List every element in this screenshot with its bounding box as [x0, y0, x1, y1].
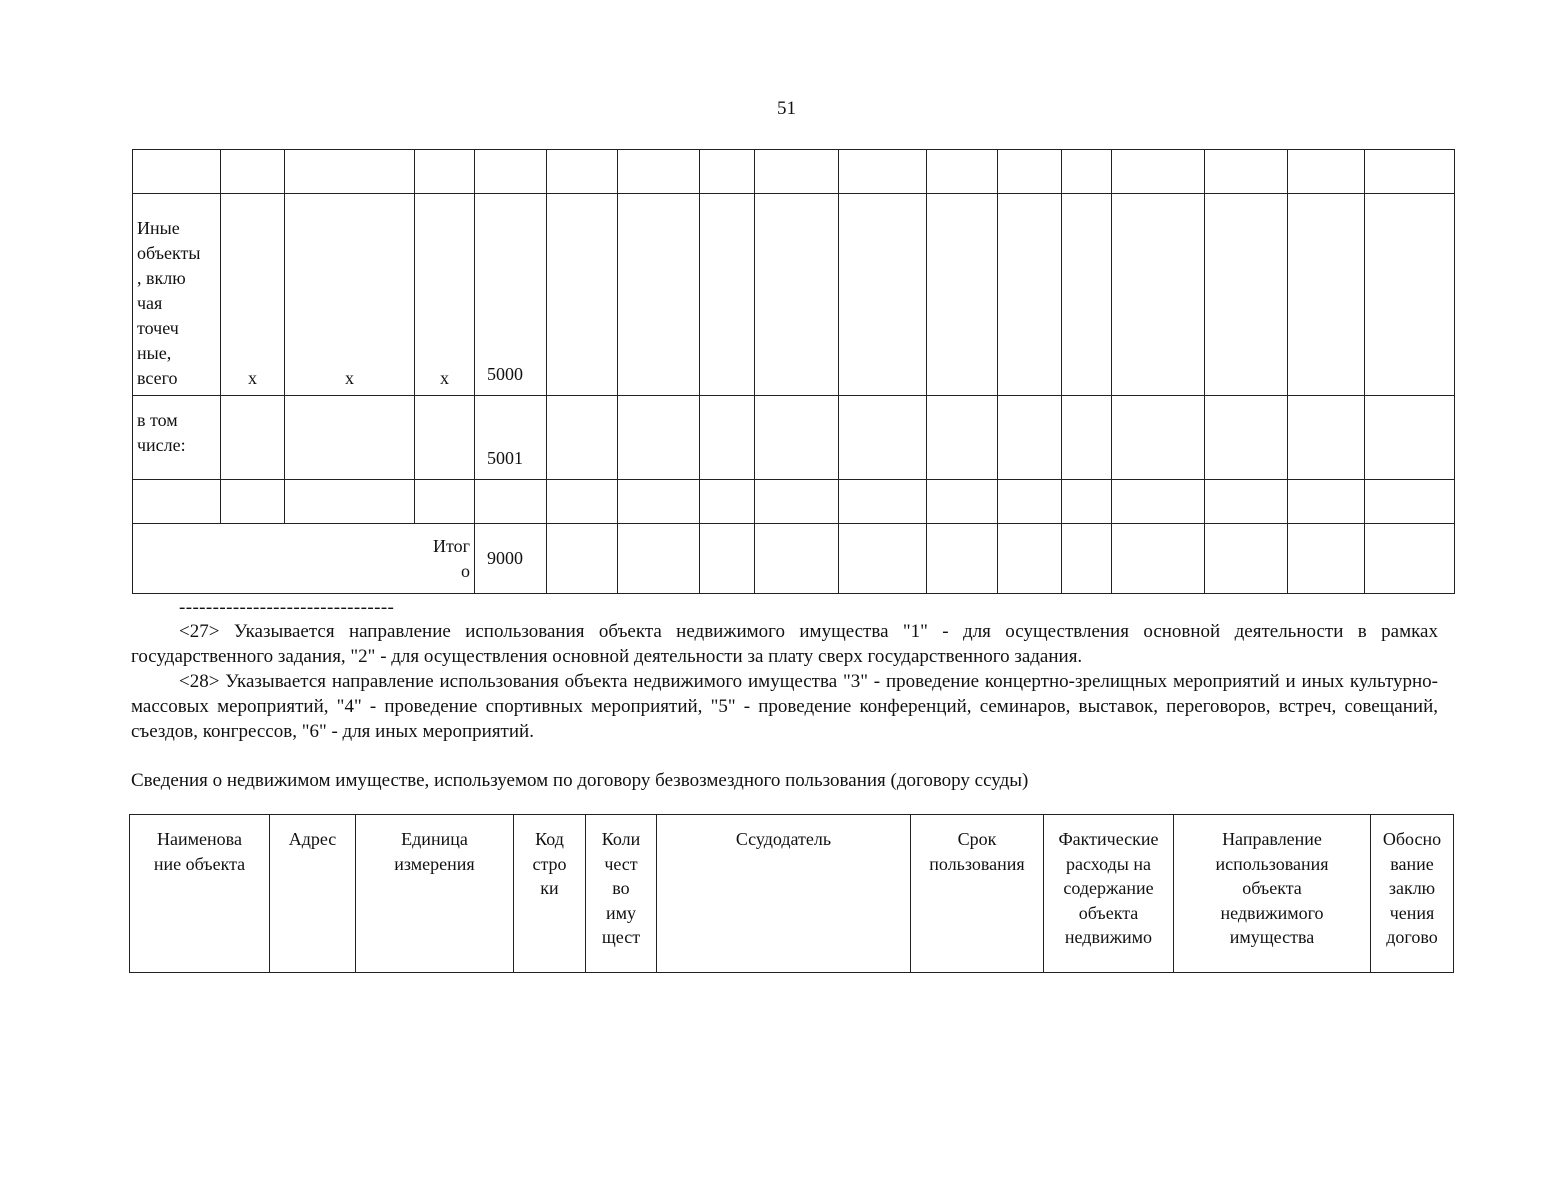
- table-row: [133, 150, 1455, 194]
- header-quantity: Коли чест во иму щест: [586, 815, 657, 973]
- table-row-total: [133, 524, 1455, 594]
- footnote-27: <27> Указывается направление использования объекта недвижимого имущества "1" - для осуществления основной деятельности в рамках государственного задания, "2" - для осуществления основной деятельности за плату сверх государственного задания.: [131, 621, 1438, 667]
- property-table-continued: [132, 149, 1455, 594]
- mark-cell: х: [415, 194, 475, 396]
- header-unit: Единица измерения: [356, 815, 514, 973]
- including-label: в том числе:: [133, 396, 221, 480]
- header-object-name: Наименова ние объекта: [130, 815, 270, 973]
- footnote-28: <28> Указывается направление использования объекта недвижимого имущества "3" - проведение концертно-зрелищных мероприятий и иных культурно-массовых мероприятий, "4" - проведение спортивных мероприятий, "5" - проведение конференций, семинаров, выставок, переговоров, встреч, совещаний, съездов, конгрессов, "6" - для иных мероприятий.: [131, 671, 1438, 742]
- header-term: Срок пользования: [911, 815, 1044, 973]
- free-use-property-table: [129, 814, 1454, 973]
- header-lender: Ссудодатель: [657, 815, 911, 973]
- footnote-separator: --------------------------------: [179, 597, 395, 618]
- table-header-row: [130, 815, 1454, 973]
- mark-cell: х: [221, 194, 285, 396]
- section-title: Сведения о недвижимом имуществе, используемом по договору безвозмездного пользования (договору ссуды): [131, 770, 1029, 791]
- row-code-cell: 9000: [475, 524, 547, 594]
- header-row-code: Код стро ки: [514, 815, 586, 973]
- total-label: Итог о: [133, 524, 475, 594]
- footnotes: [131, 597, 1438, 744]
- header-usage-direction: Направление использования объекта недвижимого имущества: [1174, 815, 1371, 973]
- row-code-cell: 5001: [475, 396, 547, 480]
- page-number: 51: [777, 98, 796, 119]
- other-objects-label: Иные объекты , вклю чая точеч ные, всего: [133, 194, 221, 396]
- mark-cell: х: [285, 194, 415, 396]
- header-actual-costs: Фактические расходы на содержание объекта недвижимо: [1044, 815, 1174, 973]
- header-address: Адрес: [270, 815, 356, 973]
- table-row: [133, 480, 1455, 524]
- table-row-other-objects: [133, 194, 1455, 396]
- row-code-cell: 5000: [475, 194, 547, 396]
- table-row-including: [133, 396, 1455, 480]
- header-contract-justification: Обосно вание заклю чения догово: [1371, 815, 1454, 973]
